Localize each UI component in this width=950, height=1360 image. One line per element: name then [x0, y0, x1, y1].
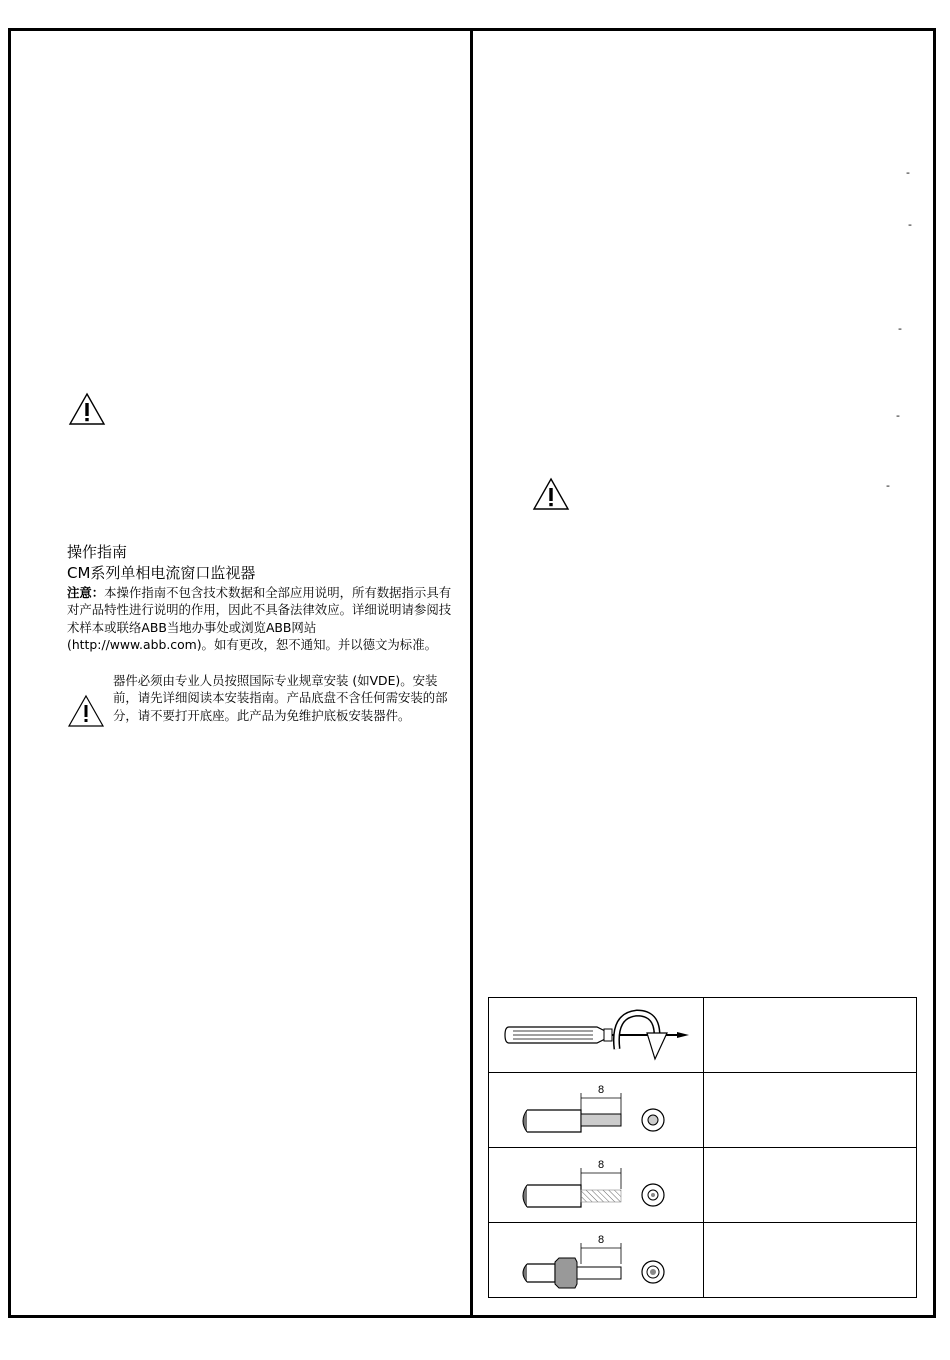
dash-mark: -: [886, 479, 890, 492]
table-row: [489, 1223, 917, 1298]
table-cell: [704, 1223, 917, 1298]
table-row: [489, 1148, 917, 1223]
table-row: [489, 998, 917, 1073]
screwdriver-icon: [501, 1007, 691, 1063]
notice-paragraph: [67, 584, 459, 654]
table-cell: [704, 1148, 917, 1223]
strip-length-label: 8: [597, 1159, 605, 1171]
table-cell: [489, 1148, 704, 1223]
dash-mark: -: [898, 322, 902, 335]
wiring-table: [488, 997, 917, 1298]
stranded-wire-icon: [511, 1155, 681, 1215]
table-cell: [704, 998, 917, 1073]
strip-length-label: 8: [597, 1234, 605, 1246]
product-title: CM系列单相电流窗口监视器: [67, 564, 256, 582]
warning-icon: [67, 694, 105, 728]
notice-label: 注意：: [67, 585, 105, 600]
warning-icon: [532, 477, 570, 511]
document-title: 操作指南: [67, 543, 128, 561]
table-cell: [704, 1073, 917, 1148]
table-cell: [489, 1223, 704, 1298]
table-cell: [489, 1073, 704, 1148]
dash-mark: -: [906, 166, 910, 179]
warning-icon: [68, 392, 106, 426]
notice-text: 本操作指南不包含技术数据和全部应用说明，所有数据指示具有对产品特性进行说明的作用，因此不具备法律效应。详细说明请参阅技术样本或联络ABB当地办事处或浏览ABB网站 (http://www.abb.com)。如有更改，恕不通知。并以德文为标准。: [67, 585, 452, 653]
ferrule-wire-icon: [511, 1230, 681, 1290]
column-divider: [470, 28, 473, 1318]
table-row: [489, 1073, 917, 1148]
dash-mark: -: [896, 409, 900, 422]
table-cell: [489, 998, 704, 1073]
warning-text: 器件必须由专业人员按照国际专业规章安装 (如VDE)。安装前，请先详细阅读本安装指南。产品底盘不含任何需安装的部分，请不要打开底座。此产品为免维护底板安装器件。: [113, 673, 448, 723]
solid-wire-icon: [511, 1080, 681, 1140]
strip-length-label: 8: [597, 1084, 605, 1096]
dash-mark: -: [908, 218, 912, 231]
